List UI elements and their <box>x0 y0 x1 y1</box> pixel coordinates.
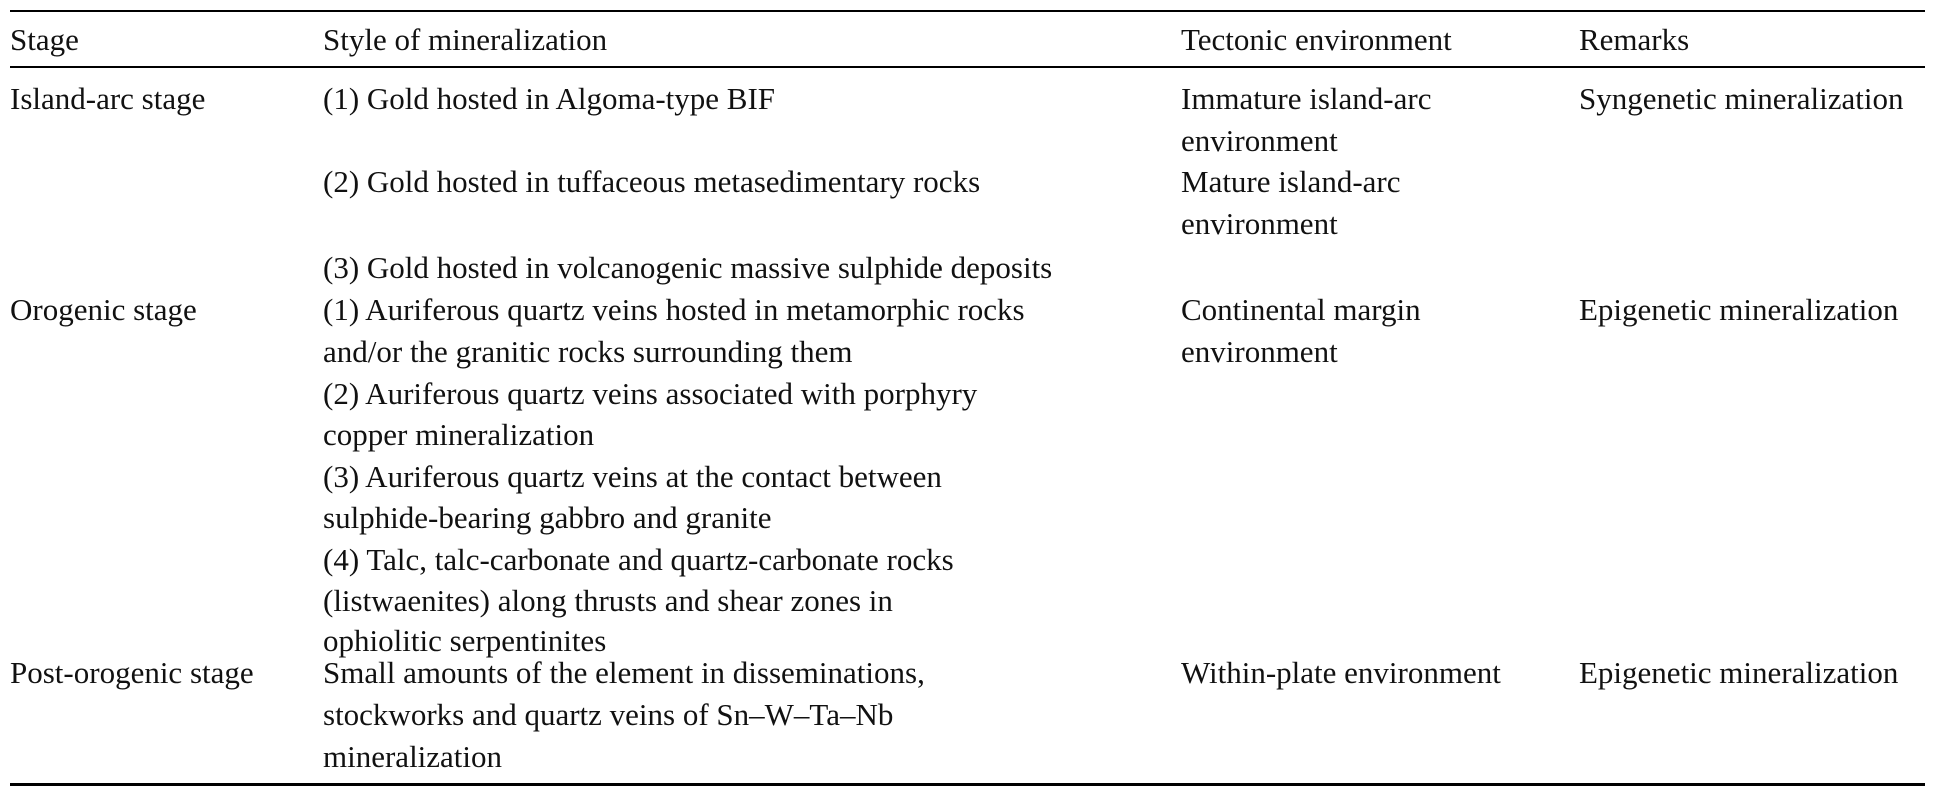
style-line: Small amounts of the element in disseminations, <box>323 655 925 690</box>
stage-cell: Island-arc stage <box>10 81 206 116</box>
tectonic-line: environment <box>1181 123 1338 158</box>
style-line: (2) Auriferous quartz veins associated with porphyry <box>323 376 978 411</box>
style-line: stockworks and quartz veins of Sn–W–Ta–Nb <box>323 697 894 732</box>
tectonic-line: environment <box>1181 334 1338 369</box>
tectonic-line: Mature island-arc <box>1181 164 1401 199</box>
stage-cell: Orogenic stage <box>10 292 197 327</box>
style-line: (3) Gold hosted in volcanogenic massive sulphide deposits <box>323 250 1053 285</box>
tectonic-line: environment <box>1181 206 1338 241</box>
style-line: sulphide-bearing gabbro and granite <box>323 500 772 535</box>
style-line: (1) Auriferous quartz veins hosted in metamorphic rocks <box>323 292 1025 327</box>
header-tectonic: Tectonic environment <box>1181 22 1452 57</box>
remarks-cell: Syngenetic mineralization <box>1579 81 1904 116</box>
style-line: (2) Gold hosted in tuffaceous metasedimentary rocks <box>323 164 981 199</box>
stage-cell: Post-orogenic stage <box>10 655 254 690</box>
header-stage: Stage <box>10 22 79 57</box>
top-rule <box>10 10 1925 12</box>
tectonic-line: Immature island-arc <box>1181 81 1432 116</box>
header-style: Style of mineralization <box>323 22 608 57</box>
style-line: (4) Talc, talc-carbonate and quartz-carbonate rocks <box>323 542 954 577</box>
style-line: mineralization <box>323 739 503 774</box>
style-line: (3) Auriferous quartz veins at the contact between <box>323 459 942 494</box>
tectonic-line: Within-plate environment <box>1181 655 1501 690</box>
style-line: copper mineralization <box>323 417 595 452</box>
style-line: ophiolitic serpentinites <box>323 623 607 658</box>
bottom-rule <box>10 783 1925 786</box>
remarks-cell: Epigenetic mineralization <box>1579 655 1899 690</box>
remarks-cell: Epigenetic mineralization <box>1579 292 1899 327</box>
style-line: and/or the granitic rocks surrounding them <box>323 334 853 369</box>
header-rule <box>10 66 1925 68</box>
header-remarks: Remarks <box>1579 22 1690 57</box>
style-line: (1) Gold hosted in Algoma-type BIF <box>323 81 776 116</box>
style-line: (listwaenites) along thrusts and shear zones in <box>323 583 893 618</box>
tectonic-line: Continental margin <box>1181 292 1421 327</box>
